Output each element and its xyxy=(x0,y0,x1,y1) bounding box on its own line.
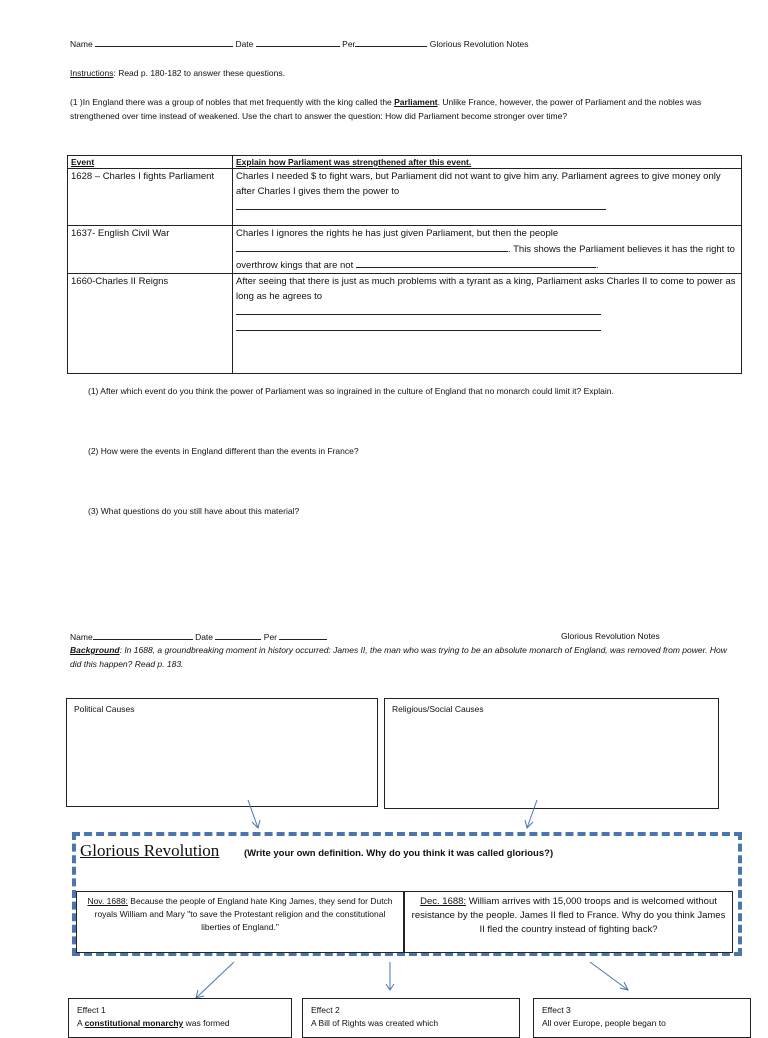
event-cell: 1637- English Civil War xyxy=(68,226,233,274)
dec-1688-label: Dec. 1688: xyxy=(420,896,467,907)
effect-2-box[interactable] xyxy=(302,998,520,1038)
background-label: Background xyxy=(70,645,120,655)
event-cell: 1628 – Charles I fights Parliament xyxy=(68,169,233,226)
date-label: Date xyxy=(195,632,214,642)
effect-1-label: Effect 1 xyxy=(77,1005,106,1015)
glorious-revolution-title: Glorious Revolution xyxy=(80,841,220,860)
dec-1688-box xyxy=(404,891,733,953)
effect-3-label: Effect 3 xyxy=(542,1005,571,1015)
political-causes-label: Political Causes xyxy=(74,704,135,714)
event-cell: 1660-Charles II Reigns xyxy=(68,274,233,374)
effect-3-text: All over Europe, people began to xyxy=(542,1018,666,1028)
effect-1-box[interactable] xyxy=(68,998,292,1038)
religious-causes-label: Religious/Social Causes xyxy=(392,704,484,714)
glorious-revolution-prompt: (Write your own definition. Why do you think it was called glorious?) xyxy=(244,848,554,859)
date-label: Date xyxy=(235,39,254,49)
instructions-text: : Read p. 180-182 to answer these questions. xyxy=(113,68,285,78)
name-label: Name xyxy=(70,632,93,642)
background-text: Background: In 1688, a groundbreaking moment in history occurred: James II, the man who was trying to be an absolute monarch of England, was removed from power. How did this happen? Read p. 183. xyxy=(70,645,727,669)
effect-3-box[interactable] xyxy=(533,998,751,1038)
per-label: Per xyxy=(342,39,356,49)
page-title-2: Glorious Revolution Notes xyxy=(561,631,660,641)
arrow-down-icon xyxy=(386,962,394,990)
instructions-label: Instructions xyxy=(70,68,114,78)
question-2: (2) How were the events in England different than the events in France? xyxy=(88,446,359,456)
col-header-explain: Explain how Parliament was strengthened after this event. xyxy=(233,156,742,169)
question-1: (1) After which event do you think the power of Parliament was so ingrained in the culture of England that no monarch could limit it? Explain. xyxy=(88,386,614,396)
effect-2-label: Effect 2 xyxy=(311,1005,340,1015)
explain-cell[interactable]: Charles I ignores the rights he has just given Parliament, but then the people . This shows the Parliament believes it has the right to overthrow kings that are not . xyxy=(233,226,742,274)
arrow-down-icon xyxy=(248,800,260,828)
arrow-down-icon xyxy=(525,800,537,828)
name-label: Name xyxy=(70,39,93,49)
explain-cell[interactable]: After seeing that there is just as much problems with a tyrant as a king, Parliament asks Charles II to come to power as long as he agrees to xyxy=(233,274,742,374)
parliament-keyword: Parliament xyxy=(394,97,438,107)
explain-cell[interactable]: Charles I needed $ to fight wars, but Parliament did not want to give him any. Parliament agrees to give money only after Charles I gives them the power to xyxy=(233,169,742,226)
effect-2-text: A Bill of Rights was created which xyxy=(311,1018,439,1028)
q1-intro-part2: . Unlike France, however, the power of Parliament and the nobles was strengthened over time instead of weakened. Use the chart to answer the question: How did Parliament become stronger over time? xyxy=(70,97,702,121)
dec-1688-text: William arrives with 15,000 troops and is welcomed without resistance by the people. James II fled to France. Why do you think James II fled the country instead of fighting back? xyxy=(411,896,726,935)
per-label: Per xyxy=(263,632,278,642)
question-3: (3) What questions do you still have about this material? xyxy=(88,506,300,516)
col-header-event: Event xyxy=(68,156,233,169)
nov-1688-box xyxy=(76,891,404,953)
q1-intro-part1: (1 )In England there was a group of nobles that met frequently with the king called the xyxy=(70,97,395,107)
effect-1-text: A constitutional monarchy was formed xyxy=(77,1018,230,1028)
arrow-down-icon xyxy=(590,962,628,990)
nov-1688-text: Because the people of England hate King James, they send for Dutch royals William and Mary "to save the Protestant religion and the constitutional liberties of England." xyxy=(94,896,393,932)
nov-1688-label: Nov. 1688: xyxy=(87,896,128,906)
page-title: Glorious Revolution Notes xyxy=(429,39,529,49)
arrow-down-icon xyxy=(196,962,234,998)
